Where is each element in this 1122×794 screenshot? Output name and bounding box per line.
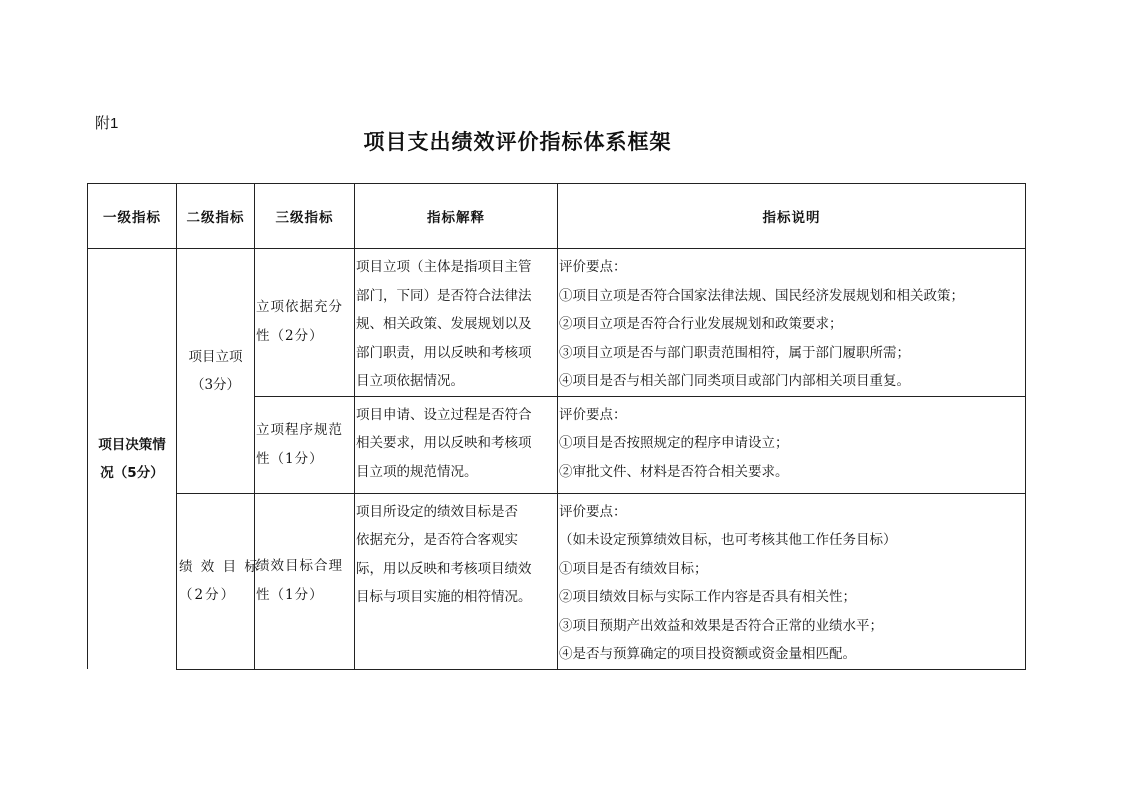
header-level2: 二级指标 bbox=[177, 184, 255, 249]
explanation-line: 项目立项（主体是指项目主管 bbox=[356, 259, 532, 275]
description-line: ③项目立项是否与部门职责范围相符，属于部门履职所需； bbox=[559, 344, 910, 361]
description-cell bbox=[558, 249, 1026, 397]
level3-cell bbox=[255, 396, 355, 493]
header-explanation: 指标解释 bbox=[355, 184, 558, 249]
description-line: ①项目立项是否符合国家法律法规、国民经济发展规划和相关政策； bbox=[559, 287, 964, 304]
header-description: 指标说明 bbox=[558, 184, 1026, 249]
header-row bbox=[88, 184, 1026, 249]
level3-line: 立项依据充分 bbox=[256, 299, 343, 316]
explanation-line: 相关要求，用以反映和考核项 bbox=[356, 435, 532, 451]
level2-line: （2分） bbox=[179, 587, 237, 603]
level1-cell bbox=[88, 249, 177, 670]
description-line: ①项目是否有绩效目标； bbox=[559, 560, 708, 577]
explanation-line: 部门职责，用以反映和考核项 bbox=[356, 344, 532, 361]
page-title: 项目支出绩效评价指标体系框架 bbox=[363, 130, 672, 154]
level3-line: 绩效目标合理 bbox=[256, 558, 343, 574]
level2-cell bbox=[177, 493, 260, 669]
explanation-cell bbox=[355, 249, 558, 397]
header-level1: 一级指标 bbox=[88, 184, 177, 249]
level3-line: 性（1分） bbox=[256, 450, 324, 467]
explanation-line: 目标与项目实施的相符情况。 bbox=[356, 589, 532, 605]
level3-cell bbox=[255, 249, 355, 397]
explanation-line: 目立项依据情况。 bbox=[356, 373, 464, 389]
level3-cell bbox=[255, 493, 355, 669]
table-row bbox=[88, 249, 1026, 397]
explanation-cell bbox=[355, 396, 558, 493]
description-line: ②项目绩效目标与实际工作内容是否具有相关性； bbox=[559, 589, 856, 605]
description-cell bbox=[558, 493, 1026, 669]
description-line: 评价要点： bbox=[559, 259, 627, 275]
explanation-line: 目立项的规范情况。 bbox=[356, 463, 478, 480]
header-level3: 三级指标 bbox=[255, 184, 355, 249]
description-line: ④项目是否与相关部门同类项目或部门内部相关项目重复。 bbox=[559, 373, 910, 389]
level1-line: 况（5分） bbox=[100, 465, 164, 481]
level3-line: 性（2分） bbox=[256, 328, 324, 345]
level3-line: 性（1分） bbox=[256, 587, 324, 603]
level1-line: 项目决策情 bbox=[98, 437, 166, 453]
level2-line: 项目立项 bbox=[188, 348, 243, 365]
description-line: 评价要点： bbox=[559, 406, 627, 423]
description-line: ④是否与预算确定的项目投资额或资金量相匹配。 bbox=[559, 646, 856, 662]
indicator-framework-table bbox=[87, 183, 1026, 670]
description-line: ②项目立项是否符合行业发展规划和政策要求； bbox=[559, 316, 843, 332]
description-line: 评价要点： bbox=[559, 503, 627, 520]
level2-line: 绩 效 目 标 bbox=[179, 559, 260, 575]
description-line: ②审批文件、材料是否符合相关要求。 bbox=[559, 463, 789, 480]
explanation-line: 项目申请、设立过程是否符合 bbox=[356, 406, 532, 423]
level3-line: 立项程序规范 bbox=[256, 421, 343, 438]
explanation-line: 部门，下同）是否符合法律法 bbox=[356, 287, 532, 304]
explanation-cell bbox=[355, 493, 558, 669]
description-line: （如未设定预算绩效目标，也可考核其他工作任务目标） bbox=[559, 532, 897, 548]
explanation-line: 际，用以反映和考核项目绩效 bbox=[356, 560, 532, 577]
description-line: ③项目预期产出效益和效果是否符合正常的业绩水平； bbox=[559, 617, 883, 634]
level2-cell bbox=[177, 249, 255, 494]
explanation-line: 依据充分，是否符合客观实 bbox=[356, 532, 518, 548]
level2-line: （3分） bbox=[190, 376, 241, 393]
explanation-line: 项目所设定的绩效目标是否 bbox=[356, 503, 518, 520]
description-cell bbox=[558, 396, 1026, 493]
description-line: ①项目是否按照规定的程序申请设立； bbox=[559, 435, 789, 451]
explanation-line: 规、相关政策、发展规划以及 bbox=[356, 316, 532, 332]
table-row bbox=[88, 493, 1026, 669]
annex-label: 附1 bbox=[95, 115, 119, 132]
